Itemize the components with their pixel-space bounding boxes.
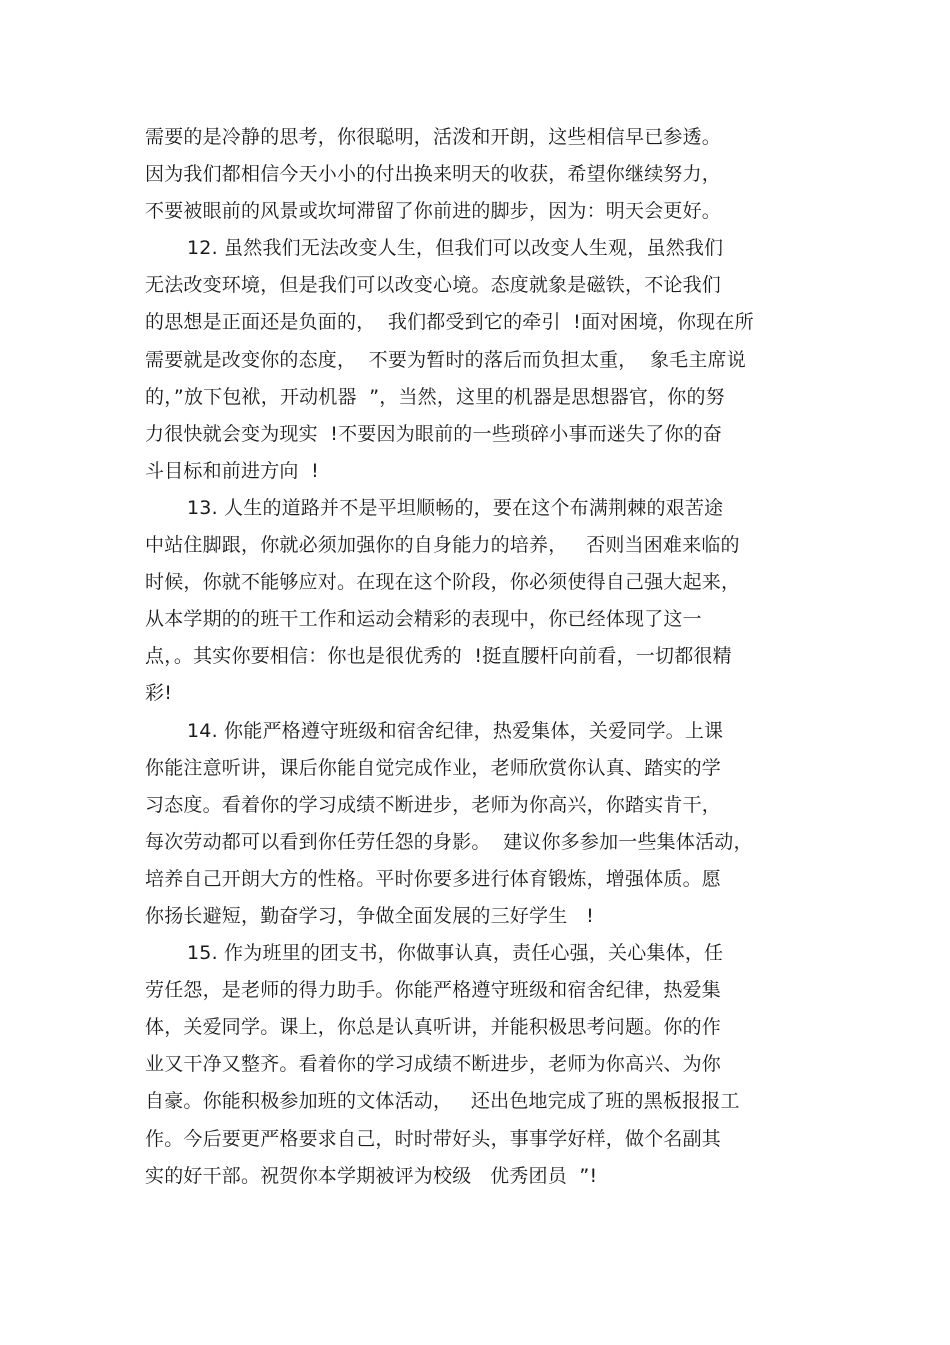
text-line: 培养自己开朗大方的性格。平时你要多进行体育锻炼，增强体质。愿 [145,867,722,890]
text-line: 实的好干部。祝贺你本学期被评为校级 优秀团员 ”! [145,1164,598,1187]
text-line: 需要就是改变你的态度， 不要为暂时的落后而负担太重， 象毛主席说 [145,348,746,371]
text-line: 需要的是冷静的思考，你很聪明，活泼和开朗，这些相信早已参透。 [145,126,722,148]
text-line: 每次劳动都可以看到你任劳任怨的身影。 建议你多参加一些集体活动， [145,830,753,853]
text-line: 因为我们都相信今天小小的付出换来明天的收获，希望你继续努力， [145,163,722,186]
text-line: 从本学期的的班干工作和运动会精彩的表现中，你已经体现了这一 [145,608,702,631]
text-line: 14. 你能严格遵守班级和宿舍纪律，热爱集体，关爱同学。上课 [187,719,724,742]
text-line: 劳任怨，是老师的得力助手。你能严格遵守班级和宿舍纪律，热爱集 [145,979,722,1002]
text-line: 习态度。看着你的学习成绩不断进步，老师为你高兴，你踏实肯干， [145,793,722,816]
text-line: 15. 作为班里的团支书，你做事认真，责任心强，关心集体，任 [187,942,724,965]
text-line: 你能注意听讲，课后你能自觉完成作业，老师欣赏你认真、踏实的学 [145,756,722,779]
text-line: 不要被眼前的风景或坎坷滞留了你前进的脚步，因为：明天会更好。 [145,200,722,223]
text-line: 体，关爱同学。课上，你总是认真听讲，并能积极思考问题。你的作 [145,1016,722,1039]
text-line: 的，”放下包袱，开动机器 ”，当然，这里的机器是思想器官，你的努 [145,385,725,408]
text-line: 彩! [145,682,173,705]
text-line: 时候，你就不能够应对。在现在这个阶段，你必须使得自己强大起来， [145,571,741,594]
text-line: 作。今后要更严格要求自己，时时带好头，事事学好样，做个名副其 [145,1127,722,1150]
text-line: 斗目标和前进方向 ! [145,459,319,482]
text-line: 中站住脚跟，你就必须加强你的自身能力的培养， 否则当困难来临的 [145,534,740,557]
text-line: 点，。其实你要相信：你也是很优秀的 !挺直腰杆向前看，一切都很精 [145,645,732,668]
text-line: 力很快就会变为现实 !不要因为眼前的一些琐碎小事而迷失了你的奋 [145,422,723,445]
document-body [145,119,825,1195]
text-line: 的思想是正面还是负面的， 我们都受到它的牵引 !面对困境，你现在所 [145,311,754,334]
text-line: 你扬长避短，勤奋学习，争做全面发展的三好学生 ! [145,904,594,927]
text-line: 12. 虽然我们无法改变人生，但我们可以改变人生观，虽然我们 [187,237,724,260]
text-line: 自豪。你能积极参加班的文体活动， 还出色地完成了班的黑板报报工 [145,1090,740,1113]
text-line: 无法改变环境，但是我们可以改变心境。态度就象是磁铁，不论我们 [145,274,722,297]
text-line: 13. 人生的道路并不是平坦顺畅的，要在这个布满荆棘的艰苦途 [187,496,724,519]
text-line: 业又干净又整齐。看着你的学习成绩不断进步，老师为你高兴、为你 [145,1053,722,1076]
